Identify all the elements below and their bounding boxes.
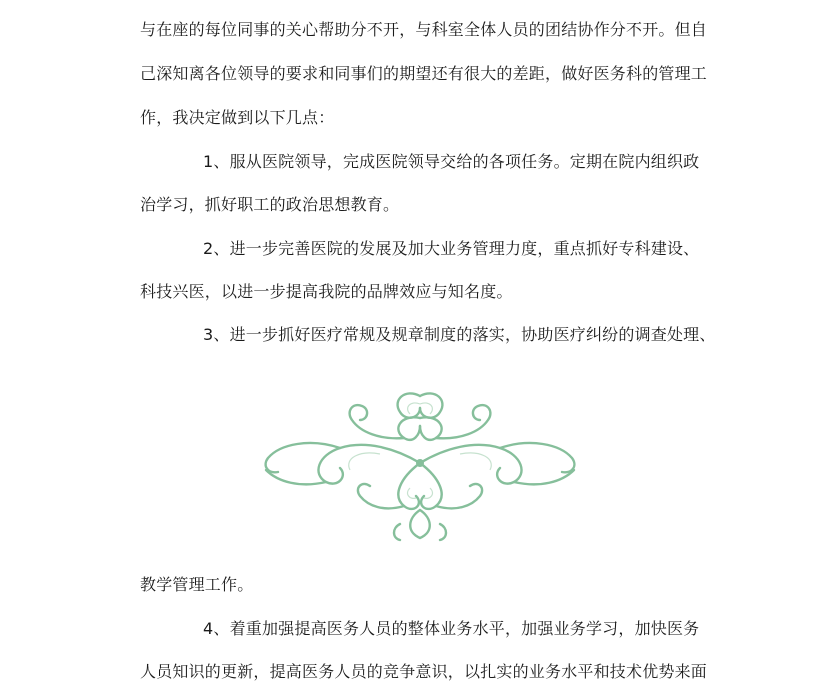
- list-item-3-line: 3、进一步抓好医疗常规及规章制度的落实，协助医疗纠纷的调查处理、: [203, 325, 716, 344]
- list-item-1-line: 1、服从医院领导，完成医院领导交给的各项任务。定期在院内组织政: [203, 152, 700, 171]
- list-item-1-line: 治学习，抓好职工的政治思想教育。: [140, 195, 400, 214]
- paragraph-line: 教学管理工作。: [140, 575, 254, 594]
- list-item-2-line: 科技兴医，以进一步提高我院的品牌效应与知名度。: [140, 282, 513, 301]
- list-item-4-line: 人员知识的更新，提高医务人员的竞争意识，以扎实的业务水平和技术优势来面: [140, 662, 708, 681]
- list-item-2-line: 2、进一步完善医院的发展及加大业务管理力度，重点抓好专科建设、: [203, 239, 700, 258]
- list-item-4-line: 4、着重加强提高医务人员的整体业务水平，加强业务学习，加快医务: [203, 619, 700, 638]
- paragraph-line: 己深知离各位领导的要求和同事们的期望还有很大的差距，做好医务科的管理工: [140, 64, 708, 83]
- paragraph-line: 作，我决定做到以下几点：: [140, 108, 335, 127]
- floral-scroll-divider-icon: [0, 378, 840, 548]
- paragraph-line: 与在座的每位同事的关心帮助分不开，与科室全体人员的团结协作分不开。但自: [140, 20, 708, 39]
